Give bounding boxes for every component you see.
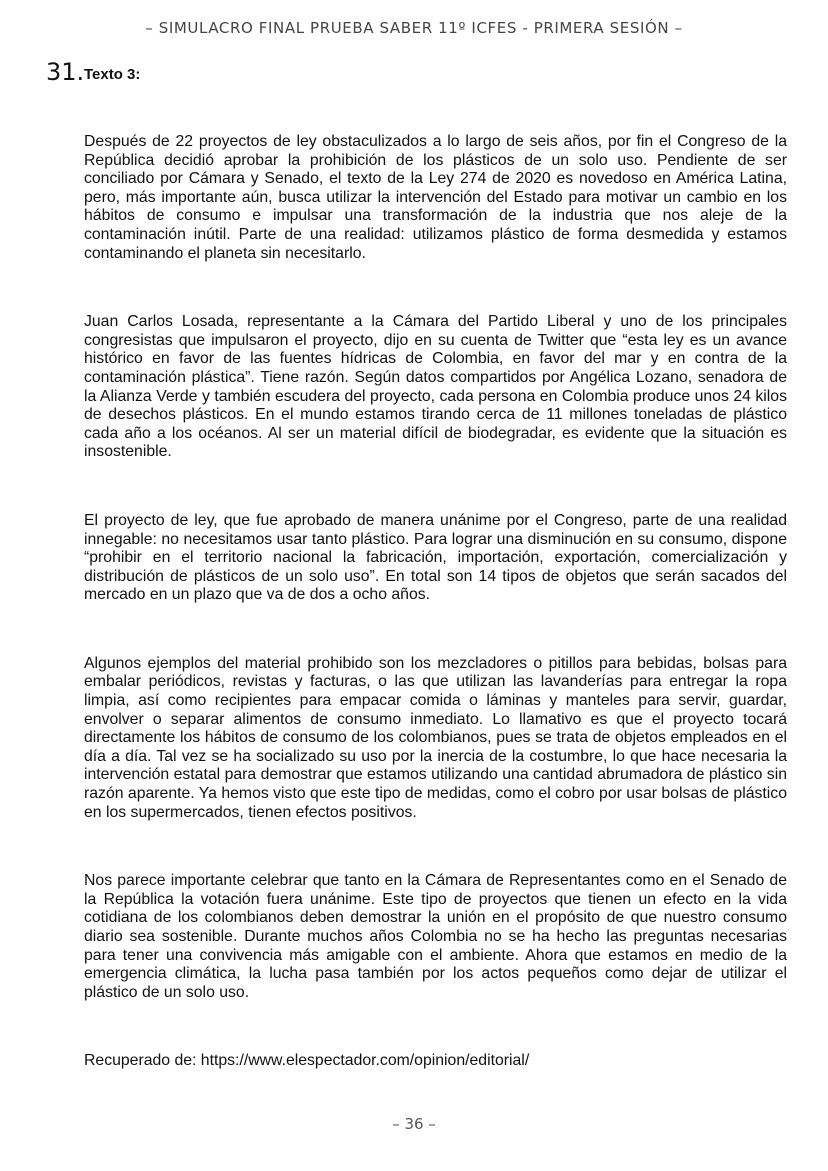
- passage-paragraph-1: Después de 22 proyectos de ley obstaculizados a lo largo de seis años, por fin el Congreso de la República decidió aprobar la prohibición de los plásticos de un solo uso. Pendiente de ser conciliado por Cámara y Senado, el texto de la Ley 274 de 2020 es novedoso en América Latina, pero, más importante aún, busca utilizar la intervención del Estado para motivar un cambio en los hábitos de consumo e impulsar una transformación de la industria que nos aleje de la contaminación inútil. Parte de una realidad: utilizamos plástico de forma desmedida y estamos contaminando el planeta sin necesitarlo.: [84, 133, 787, 262]
- question-label: Texto 3:: [84, 66, 141, 83]
- page-number: – 36 –: [392, 1115, 436, 1133]
- passage-paragraph-4: Algunos ejemplos del material prohibido son los mezcladores o pitillos para bebidas, bolsas para embalar periódicos, revistas y facturas, o las que utilizan las lavanderías para entregar la ropa limpia, así como recipientes para empacar comida o láminas y manteles para servir, guardar, envolver o separar alimentos de consumo inmediato. Lo llamativo es que el proyecto tocará directamente los hábitos de consumo de los colombianos, pues se trata de objetos empleados en el día a día. Tal vez se ha socializado su uso por la inercia de la costumbre, lo que hace necesaria la intervención estatal para demostrar que estamos utilizando una cantidad abrumadora de plástico sin razón aparente. Ya hemos visto que este tipo de medidas, como el cobro por usar bolsas de plástico en los supermercados, tienen efectos positivos.: [84, 654, 787, 821]
- passage-paragraph-2: Juan Carlos Losada, representante a la Cámara del Partido Liberal y uno de los principales congresistas que impulsaron el proyecto, dijo en su cuenta de Twitter que “esta ley es un avance histórico en favor de las fuentes hídricas de Colombia, en favor del mar y en contra de la contaminación plástica”. Tiene razón. Según datos compartidos por Angélica Lozano, senadora de la Alianza Verde y también escudera del proyecto, cada persona en Colombia produce unos 24 kilos de desechos plásticos. En el mundo estamos tirando cerca de 11 millones toneladas de plástico cada año a los océanos. Al ser un material difícil de biodegradar, es evidente que la situación es insostenible.: [84, 313, 787, 461]
- page-header: – SIMULACRO FINAL PRUEBA SABER 11º ICFES - PRIMERA SESIÓN –: [145, 19, 683, 37]
- passage-paragraph-5: Nos parece importante celebrar que tanto en la Cámara de Representantes como en el Senado de la República la votación fuera unánime. Este tipo de proyectos que tienen un efecto en la vida cotidiana de los colombianos deben demostrar la unión en el propósito de que nuestro consumo diario sea sostenible. Durante muchos años Colombia no se ha hecho las preguntas necesarias para tener una convivencia más amigable con el ambiente. Ahora que estamos en medio de la emergencia climática, la lucha pasa también por los actos pequeños como dejar de utilizar el plástico de un solo uso.: [84, 872, 787, 1001]
- question-number: 31.: [46, 58, 85, 86]
- reading-passage: [84, 133, 787, 1071]
- source-citation: Recuperado de: https://www.elespectador.com/opinion/editorial/: [84, 1052, 530, 1070]
- passage-paragraph-3: El proyecto de ley, que fue aprobado de manera unánime por el Congreso, parte de una realidad innegable: no necesitamos usar tanto plástico. Para lograr una disminución en su consumo, dispone “prohibir en el territorio nacional la fabricación, importación, exportación, comercialización y distribución de plásticos de un solo uso”. En total son 14 tipos de objetos que serán sacados del mercado en un plazo que va de dos a ocho años.: [84, 511, 787, 604]
